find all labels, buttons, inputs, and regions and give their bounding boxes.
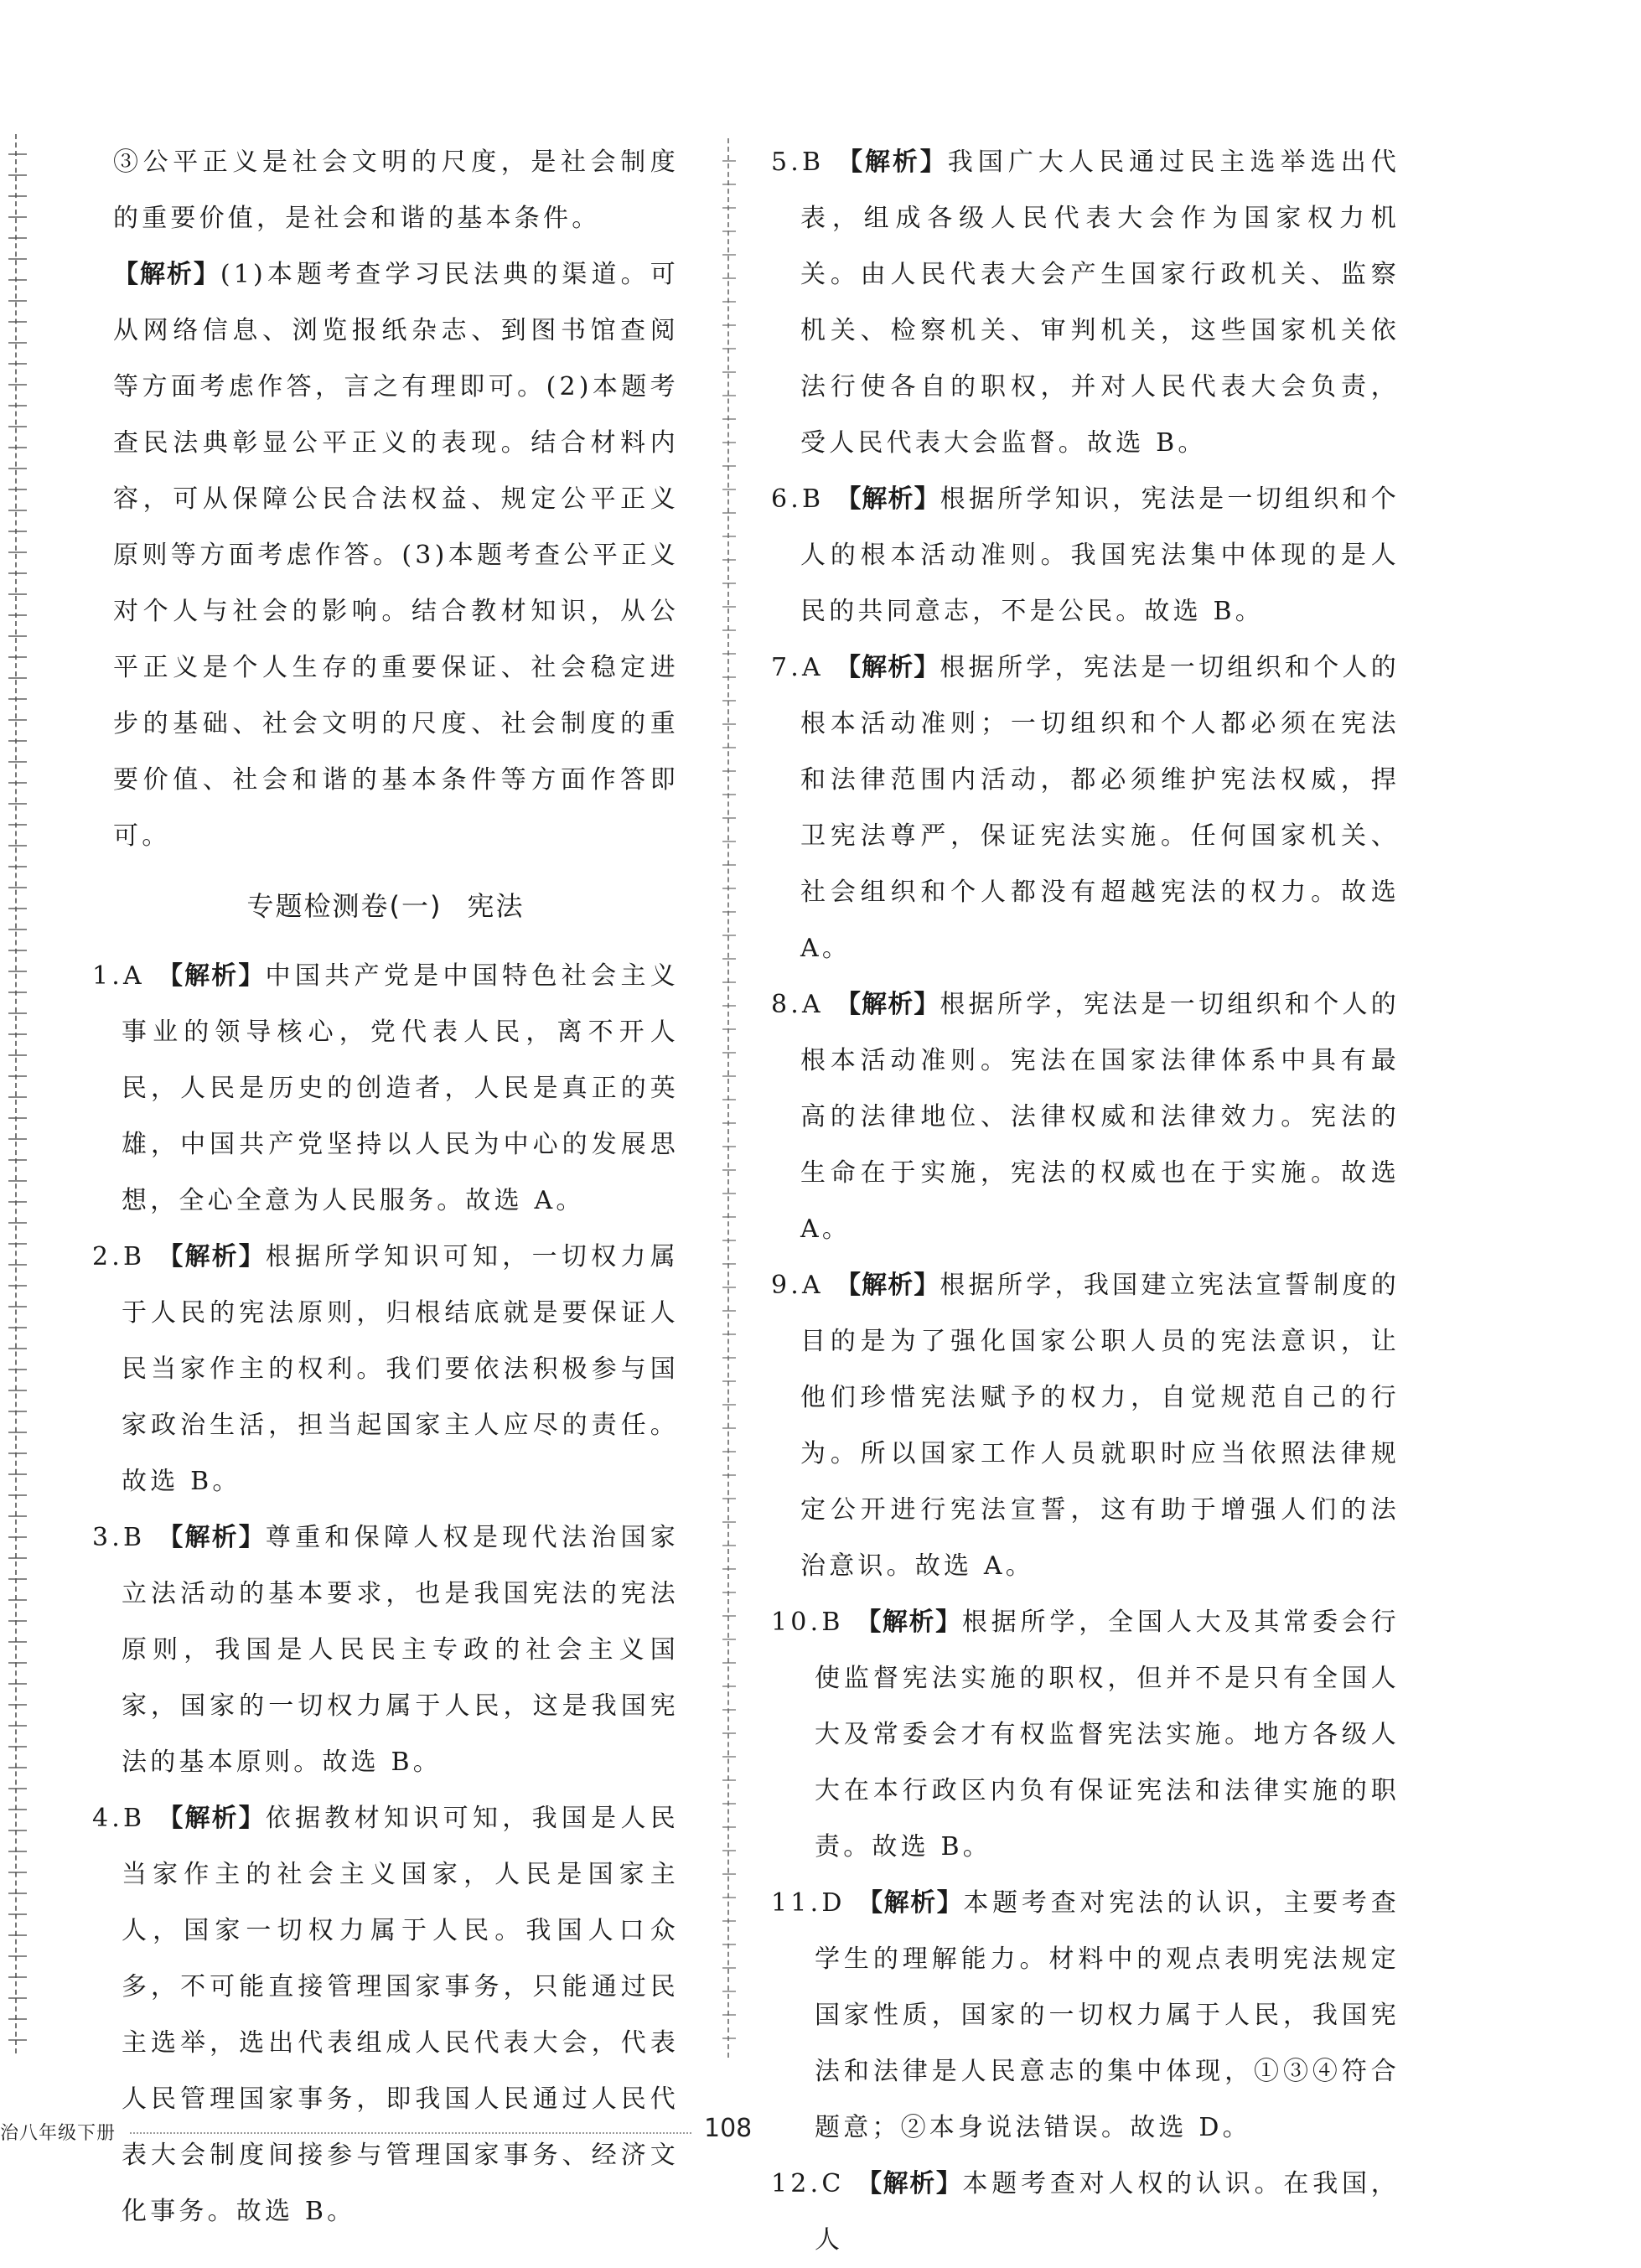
- column-separator: [727, 138, 741, 2058]
- item-number: 8.: [771, 990, 803, 1019]
- answer-item: [771, 2156, 1400, 2268]
- item-analysis-label: 【解析】: [835, 653, 940, 682]
- item-analysis-label: 【解析】: [835, 990, 940, 1019]
- item-analysis-text: 根据所学，宪法是一切组织和个人的根本活动准则；一切组织和个人都必须在宪法和法律范围内活动，都必须维护宪法权威，捍卫宪法尊严，保证宪法实施。任何国家机关、社会组织和个人都没有超越宪法的权力。故选 A。: [800, 653, 1400, 963]
- item-number: 12.: [771, 2169, 822, 2198]
- item-analysis-label: 【解析】: [857, 1888, 964, 1918]
- item-analysis-label: 【解析】: [836, 484, 940, 514]
- item-answer: B: [123, 1804, 146, 1833]
- intro-block: [92, 134, 679, 246]
- item-number: 10.: [771, 1608, 822, 1637]
- item-analysis-label: 【解析】: [156, 961, 266, 991]
- item-analysis-text: 根据所学，宪法是一切组织和个人的根本活动准则。宪法在国家法律体系中具有最高的法律地位、法律权威和法律效力。宪法的生命在于实施，宪法的权威也在于实施。故选 A。: [800, 990, 1400, 1244]
- item-analysis-text: 尊重和保障人权是现代法治国家立法活动的基本要求，也是我国宪法的宪法原则，我国是人民民主专政的社会主义国家，国家的一切权力属于人民，这是我国宪法的基本原则。故选 B。: [122, 1523, 679, 1777]
- answer-item: [771, 976, 1400, 1257]
- item-analysis-label: 【解析】: [836, 148, 948, 177]
- answer-item: [771, 1594, 1400, 1875]
- item-number: 3.: [92, 1523, 124, 1552]
- page-footer: [0, 2112, 1641, 2154]
- answer-item: [771, 639, 1400, 976]
- item-number: 2.: [92, 1242, 124, 1271]
- analysis-block: [92, 246, 679, 864]
- item-analysis-text: 根据所学知识可知，一切权力属于人民的宪法原则，归根结底就是要保证人民当家作主的权利。我们要依法积极参与国家政治生活，担当起国家主人应尽的责任。故选 B。: [122, 1242, 679, 1496]
- item-analysis-text: 中国共产党是中国特色社会主义事业的领导核心，党代表人民，离不开人民，人民是历史的创造者，人民是真正的英雄，中国共产党坚持以人民为中心的发展思想，全心全意为人民服务。故选 A。: [122, 961, 679, 1215]
- answer-item: [92, 1229, 679, 1509]
- item-analysis-label: 【解析】: [856, 2169, 963, 2198]
- binding-margin-line: [15, 134, 27, 2053]
- item-analysis-label: 【解析】: [835, 1271, 940, 1300]
- analysis-paragraph: [113, 246, 679, 864]
- item-analysis-label: 【解析】: [855, 1608, 962, 1637]
- item-answer: A: [802, 653, 824, 682]
- item-answer: B: [802, 484, 825, 514]
- item-analysis-text: 依据教材知识可知，我国是人民当家作主的社会主义国家，人民是国家主人，国家一切权力属于人民。我国人口众多，不可能直接管理国家事务，只能通过民主选举，选出代表组成人民代表大会，代表人民管理国家事务，即我国人民通过人民代表大会制度间接参与管理国家事务、经济文化事务。故选 B。: [122, 1804, 679, 2226]
- item-number: 4.: [92, 1804, 124, 1833]
- analysis-text: (1)本题考查学习民法典的渠道。可从网络信息、浏览报纸杂志、到图书馆查阅等方面考虑作答，言之有理即可。(2)本题考查民法典彰显公平正义的表现。结合材料内容，可从保障公民合法权益、规定公平正义原则等方面考虑作答。(3)本题考查公平正义对个人与社会的影响。结合教材知识，从公平正义是个人生存的重要保证、社会稳定进步的基础、社会文明的尺度、社会制度的重要价值、社会和谐的基本条件等方面作答即可。: [113, 260, 680, 851]
- left-column: [92, 134, 679, 2240]
- item-answer: A: [123, 961, 145, 991]
- answer-item: [92, 1509, 679, 1790]
- item-answer: B: [821, 1608, 844, 1637]
- item-answer: D: [821, 1888, 846, 1918]
- item-analysis-text: 本题考查对人权的认识。在我国，人: [815, 2169, 1400, 2255]
- item-analysis-label: 【解析】: [157, 1804, 266, 1833]
- item-answer: B: [123, 1242, 146, 1271]
- answer-item: [92, 948, 679, 1229]
- section-title-sub: 宪法: [467, 890, 525, 922]
- item-analysis-text: 本题考查对宪法的认识，主要考查学生的理解能力。材料中的观点表明宪法规定国家性质，国家的一切权力属于人民，我国宪法和法律是人民意志的集中体现，①③④符合题意；②本身说法错误。故选 D。: [815, 1888, 1400, 2142]
- item-number: 1.: [92, 961, 124, 991]
- footer-book-label: 治八年级下册: [0, 2123, 116, 2144]
- item-analysis-text: 根据所学知识，宪法是一切组织和个人的根本活动准则。我国宪法集中体现的是人民的共同意志，不是公民。故选 B。: [800, 484, 1400, 626]
- item-analysis-text: 我国广大人民通过民主选举选出代表，组成各级人民代表大会作为国家权力机关。由人民代表大会产生国家行政机关、监察机关、检察机关、审判机关，这些国家机关依法行使各自的职权，并对人民代表大会负责，受人民代表大会监督。故选 B。: [800, 148, 1400, 458]
- item-number: 9.: [771, 1271, 803, 1300]
- item-number: 6.: [771, 484, 803, 514]
- item-number: 5.: [771, 148, 803, 177]
- answer-item: [771, 471, 1400, 639]
- item-number: 11.: [771, 1888, 822, 1918]
- page-number: 108: [704, 2114, 753, 2143]
- answer-item: [771, 1257, 1400, 1594]
- item-answer: B: [123, 1523, 146, 1552]
- intro-text: ③公平正义是社会文明的尺度，是社会制度的重要价值，是社会和谐的基本条件。: [113, 148, 679, 233]
- item-number: 7.: [771, 653, 803, 682]
- answer-item: [92, 1790, 679, 2240]
- section-title-main: 专题检测卷(一): [246, 890, 443, 922]
- item-analysis-label: 【解析】: [157, 1242, 266, 1271]
- item-analysis-text: 根据所学，我国建立宪法宣誓制度的目的是为了强化国家公职人员的宪法意识，让他们珍惜宪法赋予的权力，自觉规范自己的行为。所以国家工作人员就职时应当依照法律规定公开进行宪法宣誓，这有助于增强人们的法治意识。故选 A。: [800, 1271, 1400, 1581]
- item-answer: B: [802, 148, 825, 177]
- item-analysis-text: 根据所学，全国人大及其常委会行使监督宪法实施的职权，但并不是只有全国人大及常委会才有权监督宪法实施。地方各级人大在本行政区内负有保证宪法和法律实施的职责。故选 B。: [815, 1608, 1400, 1862]
- item-answer: C: [821, 2169, 845, 2198]
- footer-dotted-leader: [130, 2132, 691, 2134]
- answer-item: [771, 134, 1400, 471]
- item-answer: A: [802, 1271, 824, 1300]
- item-answer: A: [802, 990, 824, 1019]
- item-analysis-label: 【解析】: [157, 1523, 266, 1552]
- analysis-label: 【解析】: [113, 260, 220, 289]
- right-column: [771, 134, 1400, 2268]
- section-title: [92, 889, 679, 923]
